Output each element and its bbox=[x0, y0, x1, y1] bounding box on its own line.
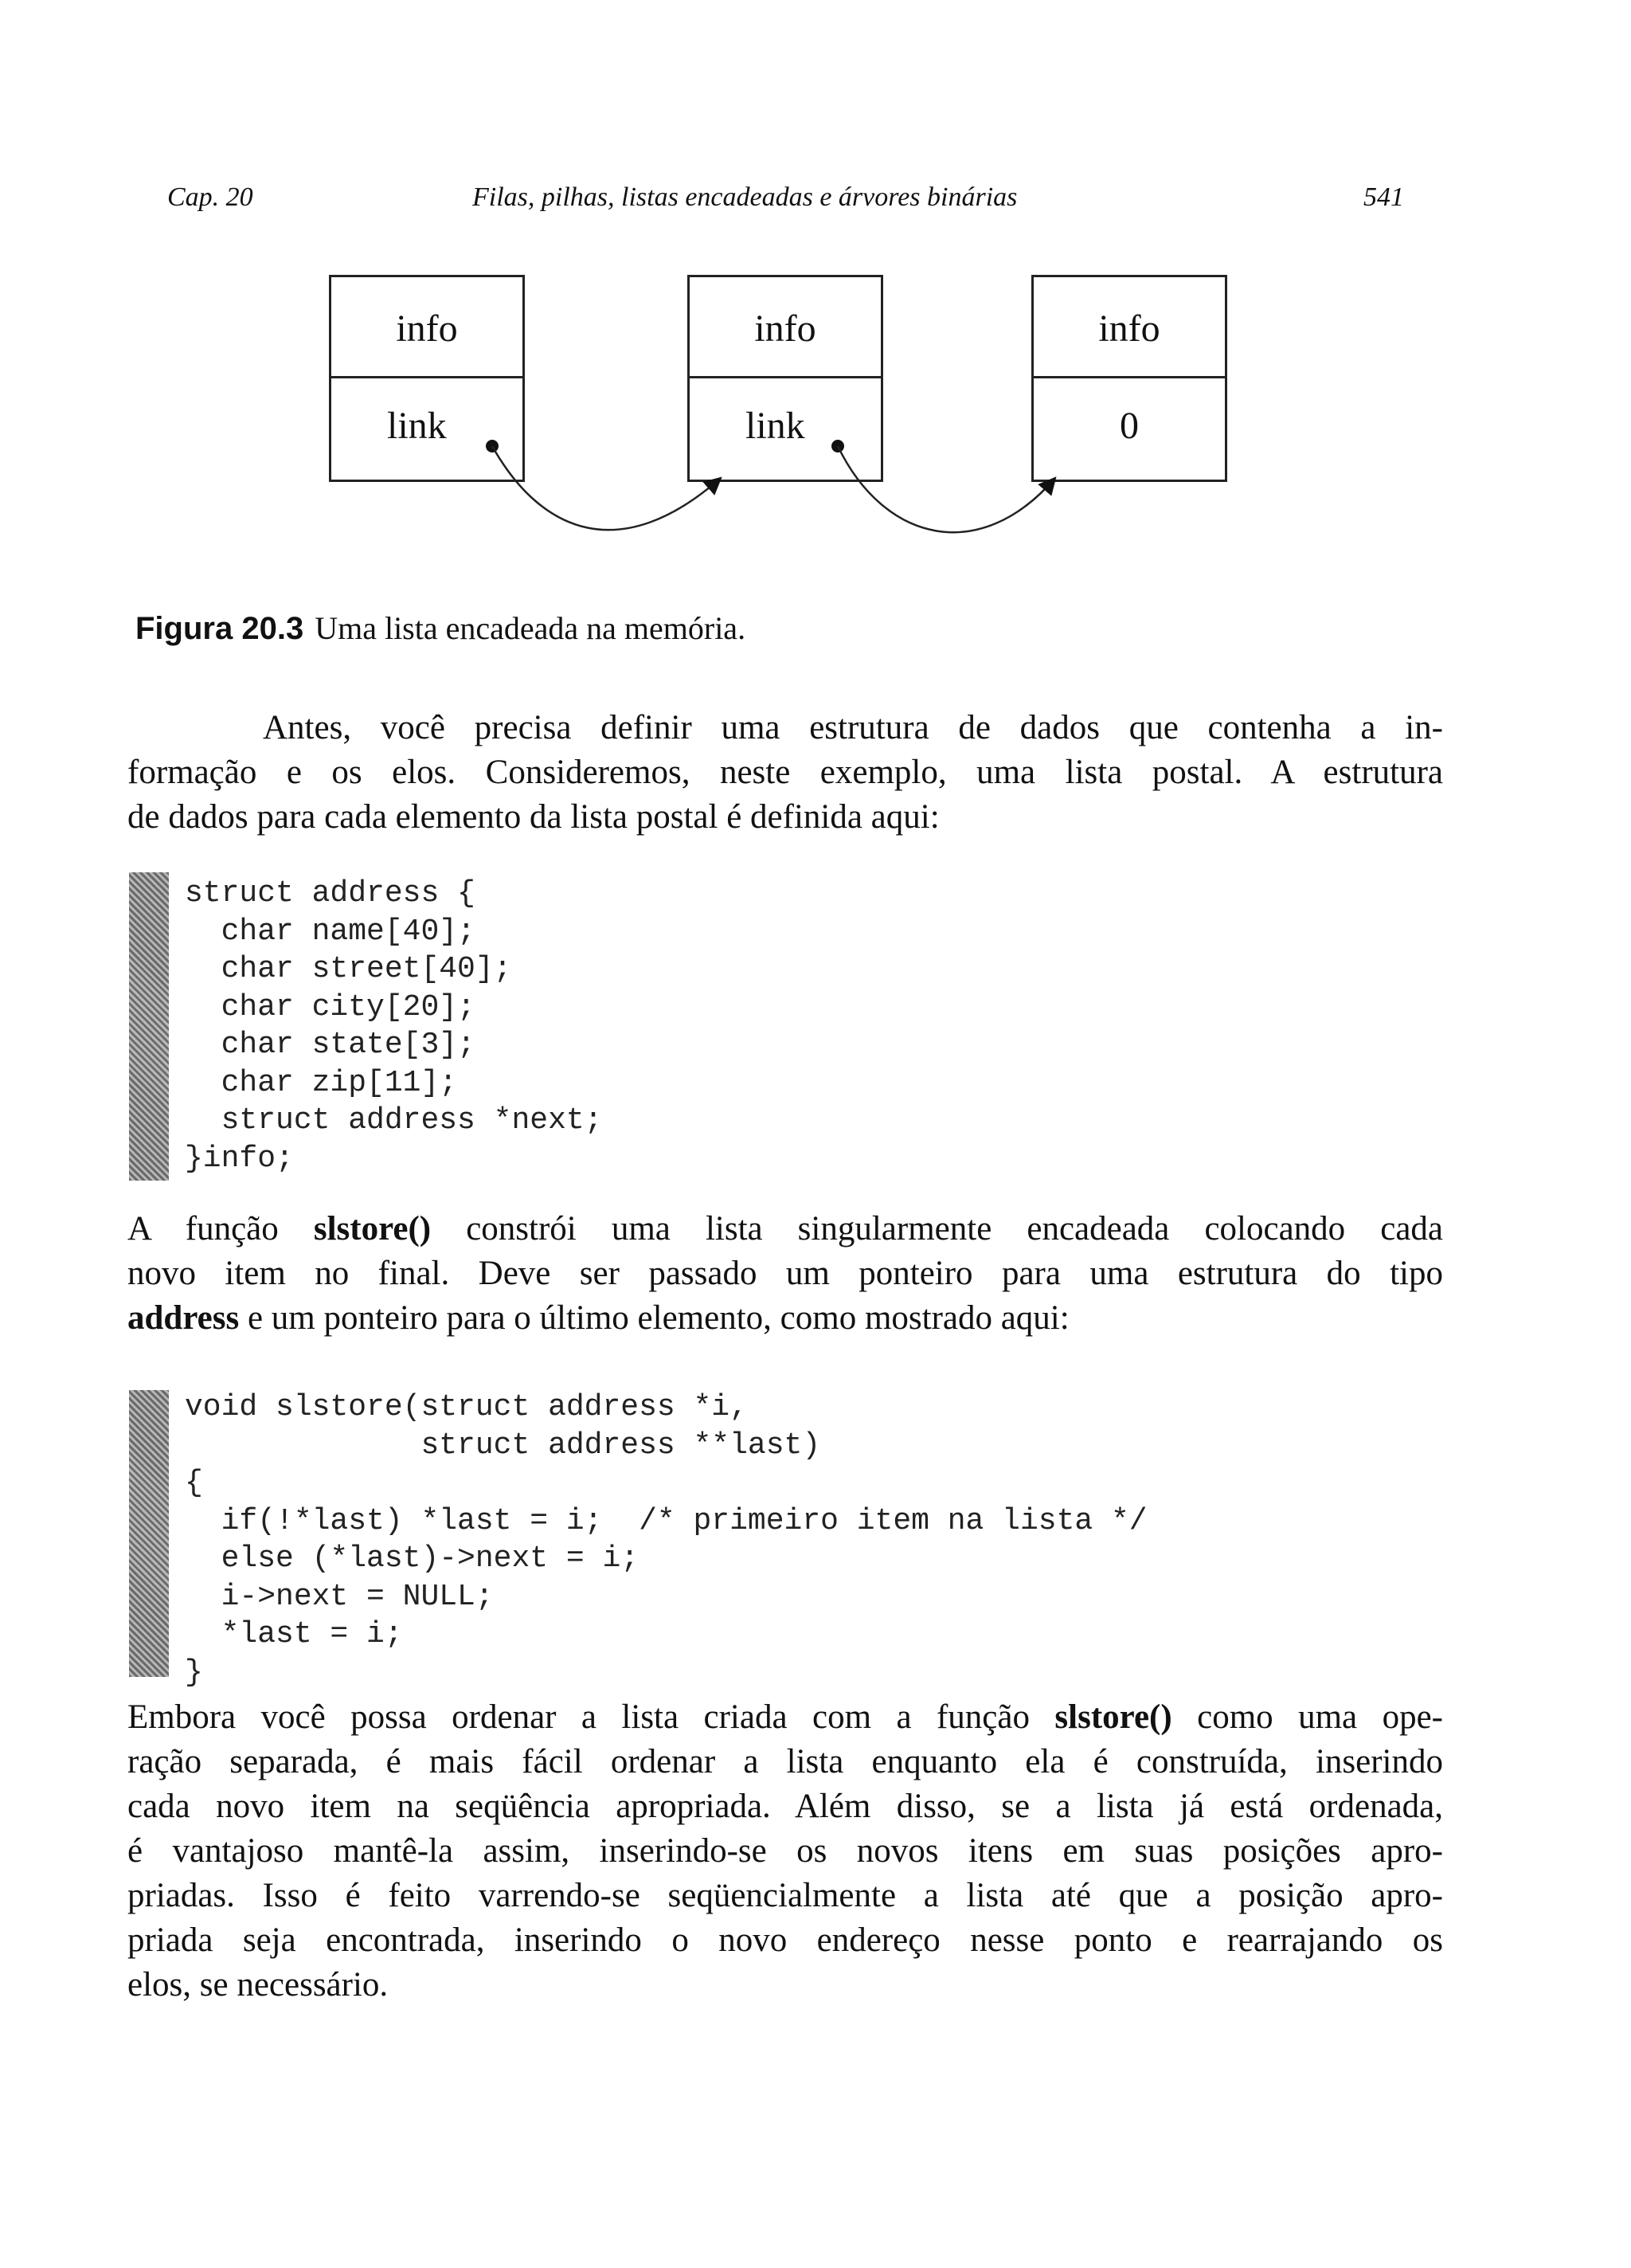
code-block-struct: struct address { char name[40]; char street[40]; char city[20]; char state[3]; char zip[11]; struct address *next; }info; bbox=[185, 876, 603, 1176]
figure-caption bbox=[135, 605, 745, 652]
node-info-field: info bbox=[331, 277, 522, 378]
node-link-field: link bbox=[387, 405, 447, 447]
text-run: como uma ope- bbox=[1171, 1698, 1443, 1736]
text-line: cada novo item na seqüência apropriada. Além disso, se a lista já está ordenada, bbox=[127, 1788, 1443, 1825]
text-line: de dados para cada elemento da lista postal é definida aqui: bbox=[127, 798, 940, 836]
text-line bbox=[127, 1695, 1443, 1740]
chapter-label: Cap. 20 bbox=[167, 182, 253, 212]
text-run: constrói uma lista singularmente encadeada colocando cada bbox=[431, 1210, 1444, 1248]
text-run: e um ponteiro para o último elemento, como mostrado aqui: bbox=[239, 1299, 1070, 1337]
node-info-field: info bbox=[1034, 277, 1225, 378]
code-block-marker bbox=[129, 872, 169, 1181]
code-block-marker bbox=[129, 1390, 169, 1677]
link-arrow-1 bbox=[492, 446, 721, 530]
paragraph-sorting bbox=[127, 1695, 1443, 2008]
linked-list-diagram bbox=[0, 263, 1631, 605]
link-arrows bbox=[0, 263, 1631, 605]
text-line: priadas. Isso é feito varrendo-se seqüencialmente a lista até que a posição apro- bbox=[127, 1877, 1443, 1914]
text-run: Embora você possa ordenar a lista criada com a função bbox=[127, 1698, 1055, 1736]
text-line bbox=[127, 1296, 1443, 1341]
node-info-field: info bbox=[690, 277, 881, 378]
code-block-slstore: void slstore(struct address *i, struct address **last) { if(!*last) *last = i; /* primeiro item na lista */ else (*last)->next = i; i->next = NULL; *last = i; } bbox=[185, 1390, 1148, 1690]
text-line: Antes, você precisa definir uma estrutura de dados que contenha a in- bbox=[263, 709, 1443, 746]
text-line: ração separada, é mais fácil ordenar a lista enquanto ela é construída, inserindo bbox=[127, 1743, 1443, 1780]
text-line: é vantajoso mantê-la assim, inserindo-se os novos itens em suas posições apro- bbox=[127, 1832, 1443, 1870]
text-line: formação e os elos. Consideremos, neste exemplo, uma lista postal. A estrutura bbox=[127, 754, 1443, 791]
text-run: A função bbox=[127, 1210, 314, 1248]
figure-caption-text: Uma lista encadeada na memória. bbox=[315, 610, 746, 646]
text-line: priada seja encontrada, inserindo o novo endereço nesse ponto e rearrajando os bbox=[127, 1921, 1443, 1959]
figure-label: Figura 20.3 bbox=[135, 611, 304, 646]
function-name: slstore() bbox=[1054, 1698, 1172, 1736]
text-line: novo item no final. Deve ser passado um ponteiro para uma estrutura do tipo bbox=[127, 1255, 1443, 1292]
chapter-title: Filas, pilhas, listas encadeadas e árvores binárias bbox=[472, 182, 1018, 212]
page-number: 541 bbox=[1363, 182, 1404, 212]
text-line: elos, se necessário. bbox=[127, 1966, 389, 2004]
paragraph-slstore bbox=[127, 1207, 1443, 1341]
node-link-null: 0 bbox=[1120, 405, 1139, 447]
link-arrow-2 bbox=[838, 446, 1055, 532]
function-name: slstore() bbox=[313, 1210, 432, 1248]
text-line bbox=[127, 1207, 1443, 1252]
node-link-field: link bbox=[745, 405, 805, 447]
type-name: address bbox=[127, 1299, 240, 1337]
paragraph-intro bbox=[127, 706, 1443, 840]
